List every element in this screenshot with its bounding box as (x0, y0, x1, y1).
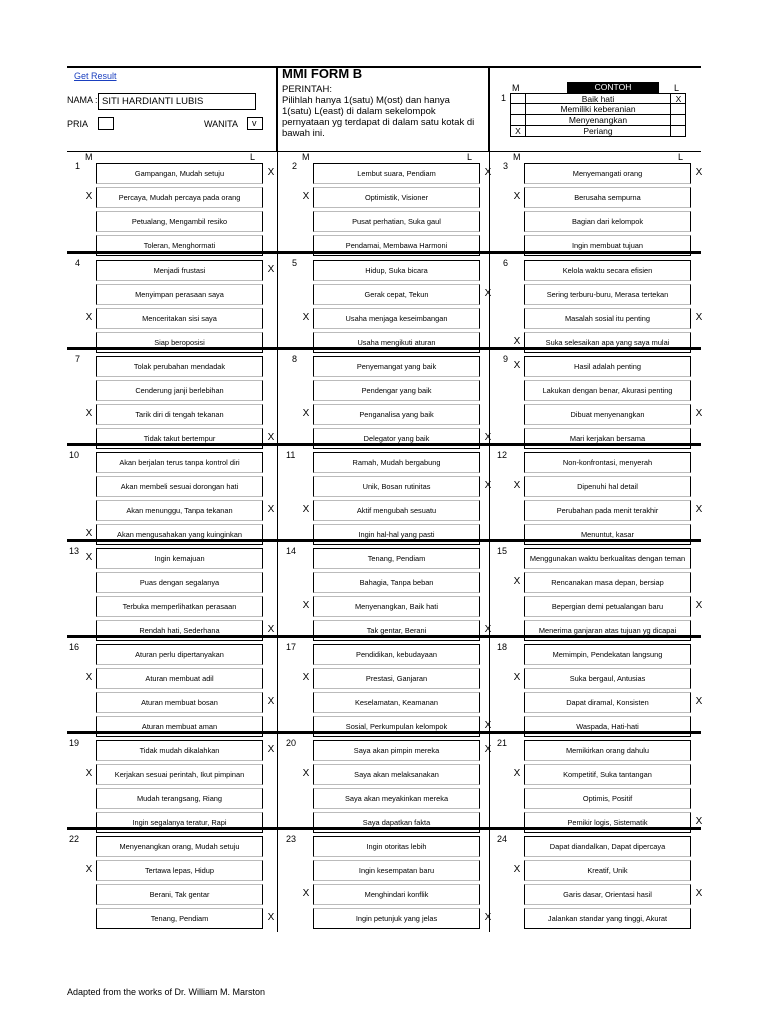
most-mark[interactable]: X (85, 528, 93, 539)
statement-cell: Saya dapatkan fakta (313, 812, 480, 833)
statement-cell: Jalankan standar yang tinggi, Akurat (524, 908, 691, 929)
statement-cell: Rendah hati, Sederhana (96, 620, 263, 641)
statement-cell: Cenderung janji berlebihan (96, 380, 263, 401)
statement-cell: Menyimpan perasaan saya (96, 284, 263, 305)
group-number: 19 (69, 738, 80, 748)
contoh-item-text: Periang (583, 126, 613, 136)
group-number: 10 (69, 450, 80, 460)
least-mark[interactable]: X (484, 480, 492, 491)
statement-cell: Pendidikan, kebudayaan (313, 644, 480, 665)
top-rule (67, 66, 701, 68)
contoh-item-text: Baik hati (581, 94, 615, 104)
nama-value: SITI HARDIANTI LUBIS (102, 96, 204, 107)
least-mark[interactable]: X (695, 408, 703, 419)
form-title: MMI FORM B (282, 66, 363, 81)
group-number: 21 (497, 738, 508, 748)
least-mark[interactable]: X (267, 504, 275, 515)
group-number: 12 (497, 450, 508, 460)
contoh-title-text: CONTOH (594, 82, 632, 92)
perintah-line-3: pernyataan yg terdapat di dalam satu kotak di (282, 117, 475, 128)
statement-cell: Aturan membuat adil (96, 668, 263, 689)
statement-cell: Rencanakan masa depan, bersiap (524, 572, 691, 593)
most-mark[interactable]: X (85, 552, 93, 563)
statement-cell: Hidup, Suka bicara (313, 260, 480, 281)
contoh-divider (670, 104, 671, 114)
contoh-m-label: M (512, 83, 520, 93)
most-mark[interactable]: X (513, 576, 521, 587)
group-number: 13 (69, 546, 80, 556)
statement-cell: Percaya, Mudah percaya pada orang (96, 187, 263, 208)
group-number: 15 (497, 546, 508, 556)
most-mark[interactable]: X (85, 672, 93, 683)
most-mark[interactable]: X (85, 408, 93, 419)
least-mark[interactable]: X (484, 912, 492, 923)
contoh-row (510, 93, 686, 104)
group-number: 24 (497, 834, 508, 844)
statement-cell: Ingin membuat tujuan (524, 235, 691, 256)
statement-cell: Akan berjalan terus tanpa kontrol diri (96, 452, 263, 473)
statement-cell: Toleran, Menghormati (96, 235, 263, 256)
wanita-value: v (252, 118, 257, 128)
statement-cell: Tarik diri di tengah tekanan (96, 404, 263, 425)
most-mark[interactable]: X (302, 408, 310, 419)
statement-cell: Lembut suara, Pendiam (313, 163, 480, 184)
contoh-most-mark[interactable]: X (515, 126, 521, 136)
statement-cell: Waspada, Hati-hati (524, 716, 691, 737)
statement-cell: Memikirkan orang dahulu (524, 740, 691, 761)
statement-cell: Akan membeli sesuai dorongan hati (96, 476, 263, 497)
most-mark[interactable]: X (85, 864, 93, 875)
least-mark[interactable]: X (695, 167, 703, 178)
statement-cell: Hasil adalah penting (524, 356, 691, 377)
statement-cell: Dipenuhi hal detail (524, 476, 691, 497)
least-mark[interactable]: X (695, 816, 703, 827)
most-mark[interactable]: X (513, 336, 521, 347)
statement-cell: Kelola waktu secara efisien (524, 260, 691, 281)
statement-cell: Memimpin, Pendekatan langsung (524, 644, 691, 665)
contoh-divider (670, 115, 671, 125)
statement-cell: Bahagia, Tanpa beban (313, 572, 480, 593)
statement-cell: Aturan membuat bosan (96, 692, 263, 713)
contoh-item-text: Memiliki keberanian (560, 104, 636, 114)
most-mark[interactable]: X (85, 312, 93, 323)
statement-cell: Masalah sosial itu penting (524, 308, 691, 329)
group-number: 9 (503, 354, 509, 364)
header-divider-1 (276, 66, 278, 152)
get-result-link[interactable]: Get Result (74, 71, 117, 81)
wanita-label: WANITA (204, 119, 238, 129)
group-number: 5 (292, 258, 298, 268)
statement-cell: Siap beroposisi (96, 332, 263, 353)
least-mark[interactable]: X (267, 432, 275, 443)
statement-cell: Pendamai, Membawa Harmoni (313, 235, 480, 256)
statement-cell: Gerak cepat, Tekun (313, 284, 480, 305)
group-number: 20 (286, 738, 297, 748)
group-number: 22 (69, 834, 80, 844)
statement-cell: Tenang, Pendiam (96, 908, 263, 929)
statement-cell: Terbuka memperlihatkan perasaan (96, 596, 263, 617)
statement-cell: Saya akan meyakinkan mereka (313, 788, 480, 809)
statement-cell: Menyemangati orang (524, 163, 691, 184)
column-m-header: M (513, 152, 521, 162)
column-l-header: L (678, 152, 684, 162)
statement-cell: Tolak perubahan mendadak (96, 356, 263, 377)
statement-cell: Kompetitif, Suka tantangan (524, 764, 691, 785)
most-mark[interactable]: X (302, 504, 310, 515)
group-number: 8 (292, 354, 298, 364)
contoh-number: 1 (501, 93, 507, 103)
least-mark[interactable]: X (267, 167, 275, 178)
statement-cell: Bepergian demi petualangan baru (524, 596, 691, 617)
least-mark[interactable]: X (695, 888, 703, 899)
group-column-separator (489, 152, 490, 932)
statement-cell: Menggunakan waktu berkualitas dengan teman (524, 548, 691, 569)
statement-cell: Tak gentar, Berani (313, 620, 480, 641)
statement-cell: Sering terburu-buru, Merasa tertekan (524, 284, 691, 305)
statement-cell: Ingin kesempatan baru (313, 860, 480, 881)
group-number: 4 (75, 258, 81, 268)
statement-cell: Pemikir logis, Sistematik (524, 812, 691, 833)
contoh-row (510, 115, 686, 126)
group-number: 23 (286, 834, 297, 844)
most-mark[interactable]: X (513, 672, 521, 683)
least-mark[interactable]: X (267, 624, 275, 635)
most-mark[interactable]: X (302, 672, 310, 683)
least-mark[interactable]: X (267, 744, 275, 755)
statement-cell: Akan menunggu, Tanpa tekanan (96, 500, 263, 521)
least-mark[interactable]: X (484, 624, 492, 635)
statement-cell: Ingin segalanya teratur, Rapi (96, 812, 263, 833)
nama-label: NAMA : (67, 95, 98, 105)
header-divider-2 (488, 66, 490, 152)
statement-cell: Dibuat menyenangkan (524, 404, 691, 425)
contoh-least-mark[interactable]: X (675, 94, 682, 104)
group-number: 16 (69, 642, 80, 652)
least-mark[interactable]: X (267, 264, 275, 275)
statement-cell: Tertawa lepas, Hidup (96, 860, 263, 881)
group-number: 14 (286, 546, 297, 556)
statement-cell: Menyenangkan, Baik hati (313, 596, 480, 617)
contoh-item-text: Menyenangkan (568, 115, 628, 125)
statement-cell: Berusaha sempurna (524, 187, 691, 208)
column-m-header: M (85, 152, 93, 162)
group-number: 6 (503, 258, 509, 268)
statement-cell: Saya akan melaksanakan (313, 764, 480, 785)
most-mark[interactable]: X (302, 312, 310, 323)
column-l-header: L (467, 152, 473, 162)
statement-cell: Mudah terangsang, Riang (96, 788, 263, 809)
most-mark[interactable]: X (302, 191, 310, 202)
statement-cell: Tenang, Pendiam (313, 548, 480, 569)
least-mark[interactable]: X (695, 312, 703, 323)
statement-cell: Non-konfrontasi, menyerah (524, 452, 691, 473)
statement-cell: Menjadi frustasi (96, 260, 263, 281)
statement-cell: Unik, Bosan rutinitas (313, 476, 480, 497)
most-mark[interactable]: X (513, 360, 521, 371)
statement-cell: Petualang, Mengambil resiko (96, 211, 263, 232)
most-mark[interactable]: X (513, 768, 521, 779)
statement-cell: Menuntut, kasar (524, 524, 691, 545)
least-mark[interactable]: X (267, 912, 275, 923)
statement-cell: Kreatif, Unik (524, 860, 691, 881)
column-l-header: L (250, 152, 256, 162)
statement-cell: Gampangan, Mudah setuju (96, 163, 263, 184)
statement-cell: Penyemangat yang baik (313, 356, 480, 377)
statement-cell: Perubahan pada menit terakhir (524, 500, 691, 521)
statement-cell: Aktif mengubah sesuatu (313, 500, 480, 521)
statement-cell: Ingin petunjuk yang jelas (313, 908, 480, 929)
statement-cell: Sosial, Perkumpulan kelompok (313, 716, 480, 737)
perintah-line-4: bawah ini. (282, 128, 325, 139)
least-mark[interactable]: X (267, 696, 275, 707)
pria-checkbox[interactable] (98, 117, 114, 130)
group-number: 7 (75, 354, 81, 364)
statement-cell: Bagian dari kelompok (524, 211, 691, 232)
statement-cell: Dapat diramal, Konsisten (524, 692, 691, 713)
statement-cell: Suka selesaikan apa yang saya mulai (524, 332, 691, 353)
statement-cell: Akan mengusahakan yang kuinginkan (96, 524, 263, 545)
header-bottom-rule (67, 151, 701, 152)
footer-credit: Adapted from the works of Dr. William M. Marston (67, 987, 266, 997)
contoh-divider (670, 126, 671, 136)
statement-cell: Aturan perlu dipertanyakan (96, 644, 263, 665)
group-number: 1 (75, 161, 81, 171)
most-mark[interactable]: X (513, 864, 521, 875)
statement-cell: Delegator yang baik (313, 428, 480, 449)
group-number: 11 (286, 450, 296, 460)
most-mark[interactable]: X (302, 768, 310, 779)
statement-cell: Ingin kemajuan (96, 548, 263, 569)
statement-cell: Aturan membuat aman (96, 716, 263, 737)
statement-cell: Suka bergaul, Antusias (524, 668, 691, 689)
statement-cell: Garis dasar, Orientasi hasil (524, 884, 691, 905)
nama-field[interactable] (98, 93, 256, 110)
statement-cell: Pendengar yang baik (313, 380, 480, 401)
statement-cell: Prestasi, Ganjaran (313, 668, 480, 689)
most-mark[interactable]: X (302, 600, 310, 611)
statement-cell: Mari kerjakan bersama (524, 428, 691, 449)
statement-cell: Optimistik, Visioner (313, 187, 480, 208)
perintah-line-2: 1(satu) L(east) di dalam sekelompok (282, 106, 436, 117)
least-mark[interactable]: X (484, 744, 492, 755)
group-number: 18 (497, 642, 508, 652)
statement-cell: Berani, Tak gentar (96, 884, 263, 905)
statement-cell: Tidak takut bertempur (96, 428, 263, 449)
least-mark[interactable]: X (695, 600, 703, 611)
most-mark[interactable]: X (513, 480, 521, 491)
statement-cell: Menghindari konflik (313, 884, 480, 905)
statement-cell: Usaha menjaga keseimbangan (313, 308, 480, 329)
statement-cell: Keselamatan, Keamanan (313, 692, 480, 713)
statement-cell: Ingin otoritas lebih (313, 836, 480, 857)
most-mark[interactable]: X (85, 191, 93, 202)
statement-cell: Ramah, Mudah bergabung (313, 452, 480, 473)
group-number: 17 (286, 642, 297, 652)
contoh-row (510, 126, 686, 137)
statement-cell: Dapat diandalkan, Dapat dipercaya (524, 836, 691, 857)
statement-cell: Usaha mengikuti aturan (313, 332, 480, 353)
least-mark[interactable]: X (484, 720, 492, 731)
statement-cell: Lakukan dengan benar, Akurasi penting (524, 380, 691, 401)
least-mark[interactable]: X (695, 504, 703, 515)
contoh-row (510, 104, 686, 115)
pria-label: PRIA (67, 119, 89, 129)
statement-cell: Optimis, Positif (524, 788, 691, 809)
statement-cell: Saya akan pimpin mereka (313, 740, 480, 761)
group-number: 2 (292, 161, 298, 171)
statement-cell: Menceritakan sisi saya (96, 308, 263, 329)
contoh-title (567, 82, 659, 93)
statement-cell: Kerjakan sesuai perintah, Ikut pimpinan (96, 764, 263, 785)
statement-cell: Penganalisa yang baik (313, 404, 480, 425)
perintah-title: PERINTAH: (282, 84, 332, 95)
most-mark[interactable]: X (513, 191, 521, 202)
least-mark[interactable]: X (484, 167, 492, 178)
statement-cell: Ingin hal-hal yang pasti (313, 524, 480, 545)
least-mark[interactable]: X (484, 288, 492, 299)
column-m-header: M (302, 152, 310, 162)
statement-cell: Menerima ganjaran atas tujuan yg dicapai (524, 620, 691, 641)
least-mark[interactable]: X (484, 432, 492, 443)
contoh-l-label: L (674, 83, 680, 93)
perintah-line-1: Pilihlah hanya 1(satu) M(ost) dan hanya (282, 95, 450, 106)
statement-cell: Pusat perhatian, Suka gaul (313, 211, 480, 232)
statement-cell: Puas dengan segalanya (96, 572, 263, 593)
wanita-checkbox[interactable] (247, 117, 263, 130)
most-mark[interactable]: X (85, 768, 93, 779)
most-mark[interactable]: X (302, 888, 310, 899)
group-number: 3 (503, 161, 509, 171)
least-mark[interactable]: X (695, 696, 703, 707)
statement-cell: Menyenangkan orang, Mudah setuju (96, 836, 263, 857)
statement-cell: Tidak mudah dikalahkan (96, 740, 263, 761)
